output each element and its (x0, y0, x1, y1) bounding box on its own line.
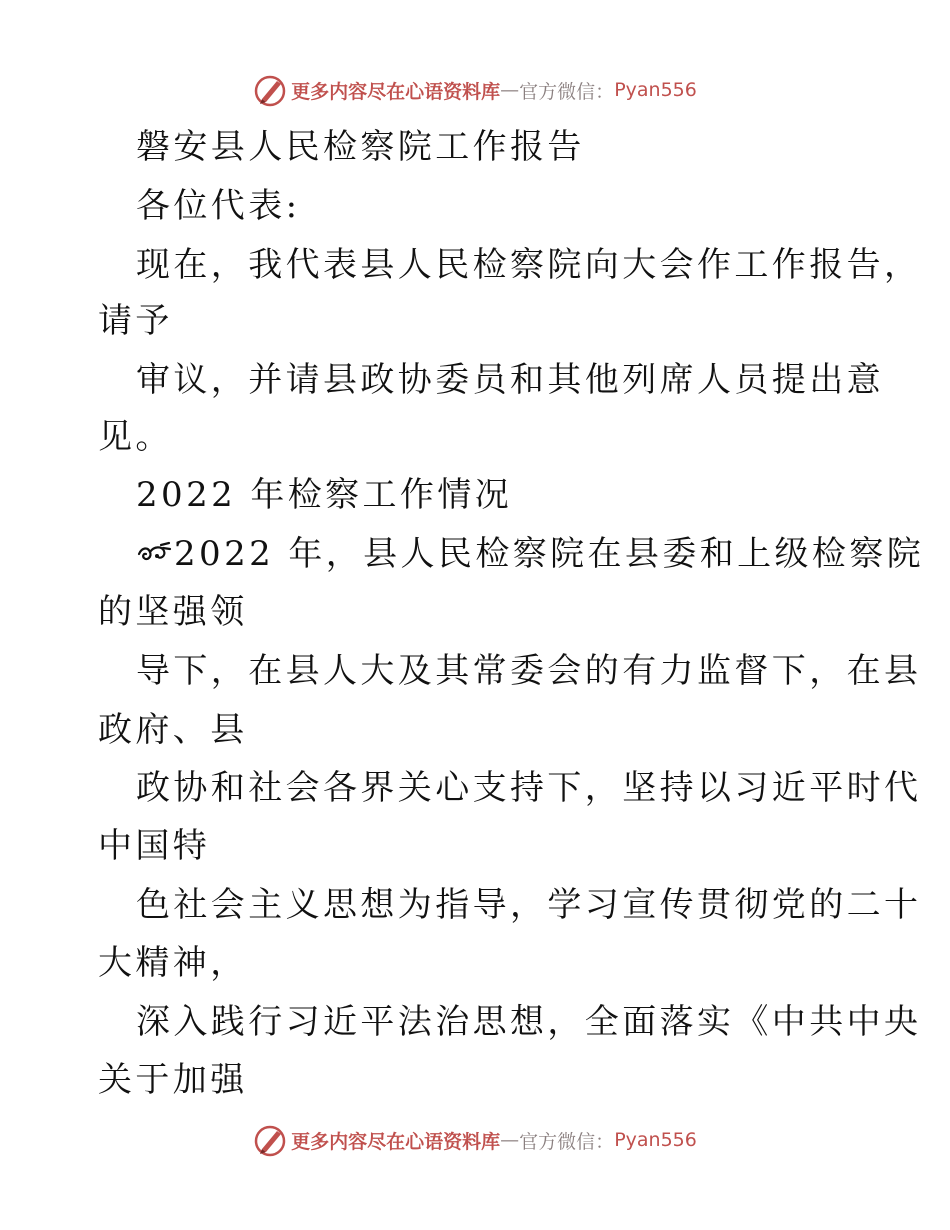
section-heading: 2022 年检察工作情况 (136, 475, 513, 515)
paragraph-line: 色社会主义思想为指导，学习宣传贯彻党的二十 (136, 885, 922, 925)
watermark-separator: — (500, 79, 520, 101)
paragraph-line: 的坚强领 (98, 592, 248, 632)
paragraph-line: 关于加强 (98, 1060, 248, 1100)
watermark-wechat-id: Pyan556 (614, 79, 697, 101)
pen-logo-icon (253, 1123, 287, 1157)
paragraph-text: 2022 年，县人民检察院在县委和上级检察院 (174, 534, 925, 574)
watermark-wechat-id: Pyan556 (614, 1129, 697, 1151)
salutation: 各位代表: (136, 186, 301, 226)
paragraph-line: 中国特 (98, 826, 211, 866)
watermark-wechat-label: 官方微信： (519, 1130, 615, 1153)
paragraph-line: 审议，并请县政协委员和其他列席人员提出意 (136, 360, 884, 400)
paragraph-line: 导下，在县人大及其常委会的有力监督下，在县 (136, 651, 922, 691)
pen-logo-icon (253, 73, 287, 107)
paragraph-line: 现在，我代表县人民检察院向大会作工作报告， (136, 245, 922, 285)
header-watermark (0, 68, 950, 112)
paragraph-line: 政府、县 (98, 710, 248, 750)
watermark-wechat-label: 官方微信： (519, 80, 615, 103)
watermark-separator: — (500, 1129, 520, 1151)
paragraph-line: 政协和社会各界关心支持下，坚持以习近平时代 (136, 768, 922, 808)
footer-watermark (0, 1118, 950, 1162)
watermark-title: 更多内容尽在心语资料库 (291, 80, 501, 103)
watermark-title: 更多内容尽在心语资料库 (291, 1130, 501, 1153)
paragraph-line: 见。 (98, 417, 173, 457)
document-title: 磐安县人民检察院工作报告 (136, 127, 585, 167)
paragraph-line: 请予 (98, 301, 173, 341)
fleuron-icon (136, 538, 172, 568)
paragraph-line: 大精神， (98, 943, 248, 983)
paragraph-line (136, 529, 924, 579)
paragraph-line: 深入践行习近平法治思想，全面落实《中共中央 (136, 1002, 922, 1042)
